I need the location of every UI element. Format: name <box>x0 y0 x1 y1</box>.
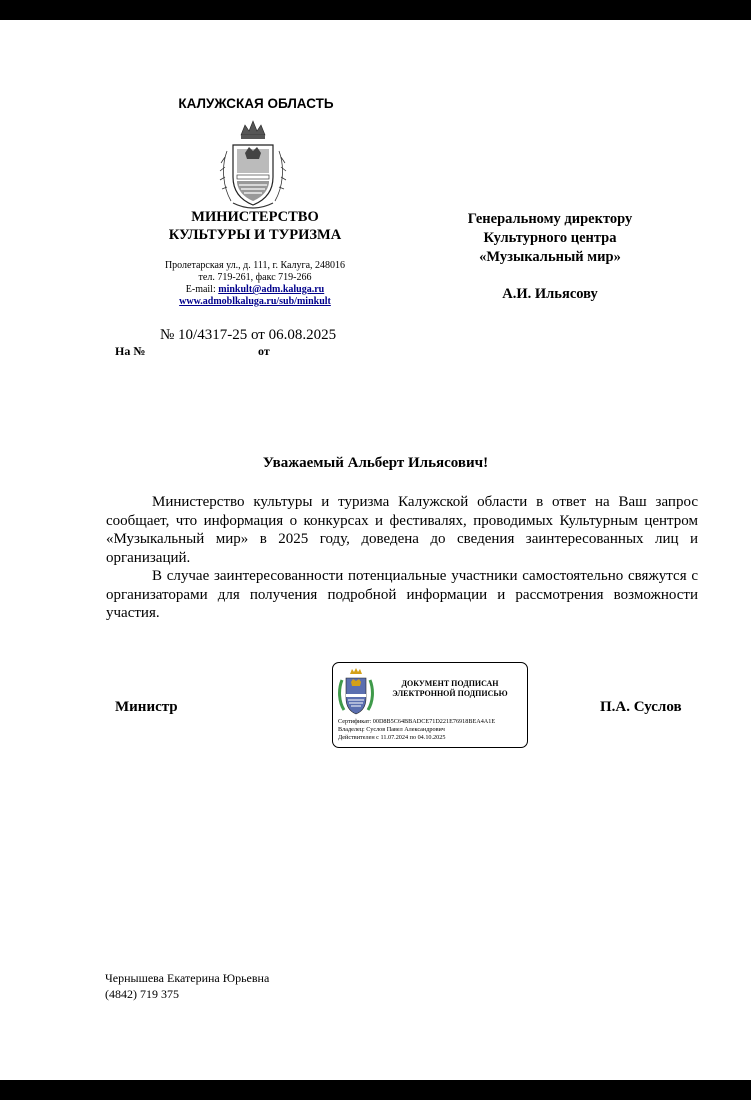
addressee-block <box>450 210 650 267</box>
signer-position: Министр <box>115 699 178 715</box>
stamp-certificate: Сертификат: 00D8B5C64BBADCE71D221E76918BEA4A1E <box>338 718 496 725</box>
stamp-details <box>338 718 524 742</box>
registration-number: № 10/4317-25 от 06.08.2025 <box>160 327 337 343</box>
executor-phone: (4842) 719 375 <box>105 987 179 1001</box>
stamp-validity: Действителен с 11.07.2024 по 04.10.2025 <box>338 734 446 741</box>
stamp-title <box>377 679 523 699</box>
region-heading: КАЛУЖСКАЯ ОБЛАСТЬ <box>178 96 334 111</box>
paragraph-2: В случае заинтересованности потенциальные участники самостоятельно свяжутся с организаторами для получения подробной информации и рассмотрения возможности участия. <box>106 568 698 621</box>
addressee-name: А.И. Ильясову <box>502 286 598 302</box>
addressee-line2: Культурного центра <box>483 230 617 246</box>
electronic-signature-stamp <box>332 662 528 748</box>
stamp-title-line2: ЭЛЕКТРОННОЙ ПОДПИСЬЮ <box>392 689 508 698</box>
stamp-owner: Владелец: Суслов Павел Александрович <box>338 726 445 733</box>
stamp-coat-of-arms-icon <box>338 668 374 716</box>
email-row <box>130 284 380 296</box>
email-label: E-mail: <box>185 284 219 295</box>
executor-name: Чернышева Екатерина Юрьевна <box>105 971 270 985</box>
letter-page <box>0 20 751 1080</box>
email-link[interactable]: minkult@adm.kaluga.ru <box>218 284 325 295</box>
coat-of-arms-icon <box>219 117 287 215</box>
stamp-title-line1: ДОКУМЕНТ ПОДПИСАН <box>401 679 499 688</box>
website-link[interactable]: www.admoblkaluga.ru/sub/minkult <box>179 296 331 307</box>
ministry-contacts <box>130 260 380 308</box>
paragraph-1: Министерство культуры и туризма Калужской области в ответ на Ваш запрос сообщает, что информация о конкурсах и фестивалях, проводимых Культурным центром «Музыкальный мир» в 2025 году, доведена до сведения заинтересованных лиц и организаций. <box>106 494 698 566</box>
greeting: Уважаемый Альберт Ильясович! <box>262 455 489 471</box>
address: Пролетарская ул., д. 111, г. Калуга, 248016 <box>164 260 346 271</box>
ministry-name <box>150 208 360 244</box>
letter-body <box>106 493 698 623</box>
ministry-line1: МИНИСТЕРСТВО <box>191 209 319 225</box>
phone-fax: тел. 719-261, факс 719-266 <box>198 272 312 283</box>
signer-name: П.А. Суслов <box>600 699 682 715</box>
reply-to-date-label: от <box>258 344 270 358</box>
executor-info <box>105 970 269 1002</box>
addressee-line3: «Музыкальный мир» <box>479 249 621 265</box>
addressee-line1: Генеральному директору <box>467 211 633 227</box>
reply-to-number-label: На № <box>115 344 146 358</box>
ministry-line2: КУЛЬТУРЫ И ТУРИЗМА <box>168 227 342 243</box>
